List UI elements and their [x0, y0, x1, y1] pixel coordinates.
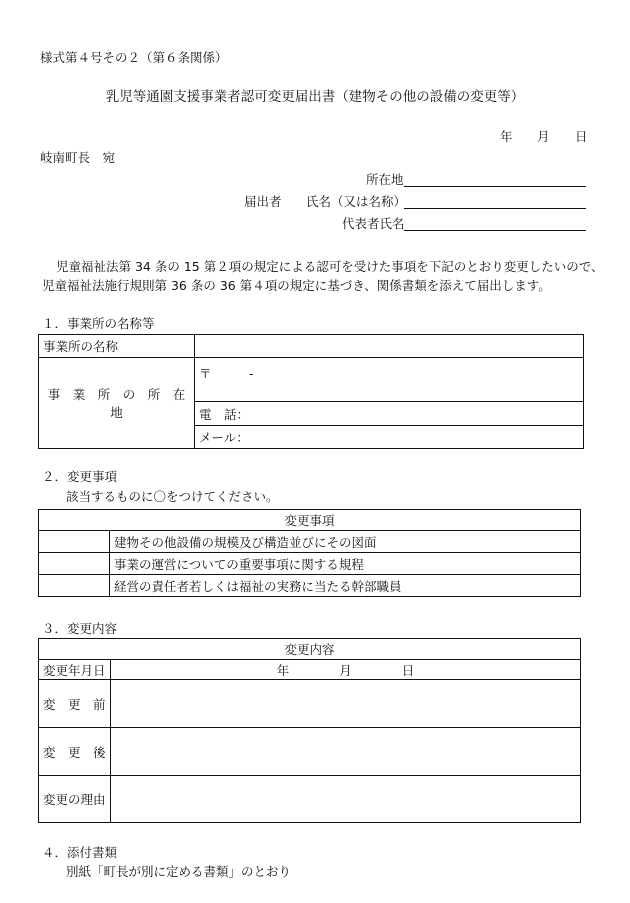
name-label: 氏名（又は名称） [306, 194, 407, 209]
addressee: 岐南町長 宛 [40, 150, 116, 165]
change-items-table [38, 509, 581, 597]
name-field[interactable] [404, 196, 586, 209]
section2-instruction: 該当するものに〇をつけてください。 [66, 489, 279, 504]
change-content-table [38, 638, 581, 823]
facility-name-label: 事業所の名称 [39, 335, 195, 358]
submitter-role-label: 届出者 [244, 194, 282, 209]
change-item-3: 経営の責任者若しくは福祉の実務に当たる幹部職員 [110, 575, 581, 597]
change-item-mark-2[interactable] [39, 553, 110, 575]
body-line-1: 児童福祉法第 34 条の 15 第２項の規定による認可を受けた事項を下記のとおり変更したいので、 [56, 259, 604, 274]
change-item-1: 建物その他設備の規模及び構造並びにその図面 [110, 531, 581, 553]
change-items-header: 変更事項 [39, 510, 581, 531]
date-line [500, 131, 513, 144]
before-label: 変 更 前 [39, 680, 111, 728]
phone-field[interactable] [195, 402, 584, 426]
change-item-2: 事業の運営についての重要事項に関する規程 [110, 553, 581, 575]
reason-label: 変更の理由 [39, 776, 111, 823]
form-number: 様式第４号その２（第６条関係） [40, 50, 228, 65]
phone-label: 電 話： [199, 406, 250, 422]
change-content-header: 変更内容 [39, 639, 581, 660]
section4-text: 別紙「町長が別に定める書類」のとおり [66, 864, 292, 879]
postal-mark: 〒 - [199, 366, 254, 381]
document-title: 乳児等通園支援事業者認可変更届出書（建物その他の設備の変更等） [105, 89, 525, 105]
reason-field[interactable] [111, 776, 581, 823]
location-field[interactable] [404, 174, 586, 187]
mail-field[interactable] [195, 426, 584, 449]
section1-heading: １．事業所の名称等 [42, 316, 155, 331]
date-day: 日 [575, 129, 588, 144]
body-line-2: 児童福祉法施行規則第 36 条の 36 第４項の規定に基づき、関係書類を添えて届出します。 [42, 278, 551, 293]
after-label: 変 更 後 [39, 728, 111, 776]
section3-heading: ３．変更内容 [42, 621, 118, 636]
change-item-mark-3[interactable] [39, 575, 110, 597]
section2-heading: ２．変更事項 [42, 469, 118, 484]
mail-label: メール： [199, 430, 249, 445]
section4-heading: ４．添付書類 [42, 845, 118, 860]
facility-address-label: 事 業 所 の 所 在 地 [39, 358, 195, 449]
facility-table [38, 334, 584, 449]
date-year: 年 [500, 129, 513, 144]
before-field[interactable] [111, 680, 581, 728]
change-date-field[interactable] [111, 660, 581, 680]
change-date-value: 年 月 日 [276, 662, 415, 678]
postal-field[interactable] [195, 358, 584, 402]
change-item-mark-1[interactable] [39, 531, 110, 553]
change-date-label: 変更年月日 [39, 660, 111, 680]
representative-field[interactable] [404, 218, 586, 231]
facility-name-field[interactable] [195, 335, 584, 358]
location-label: 所在地 [366, 172, 404, 187]
representative-label: 代表者氏名 [342, 216, 405, 231]
date-month: 月 [537, 129, 550, 144]
after-field[interactable] [111, 728, 581, 776]
